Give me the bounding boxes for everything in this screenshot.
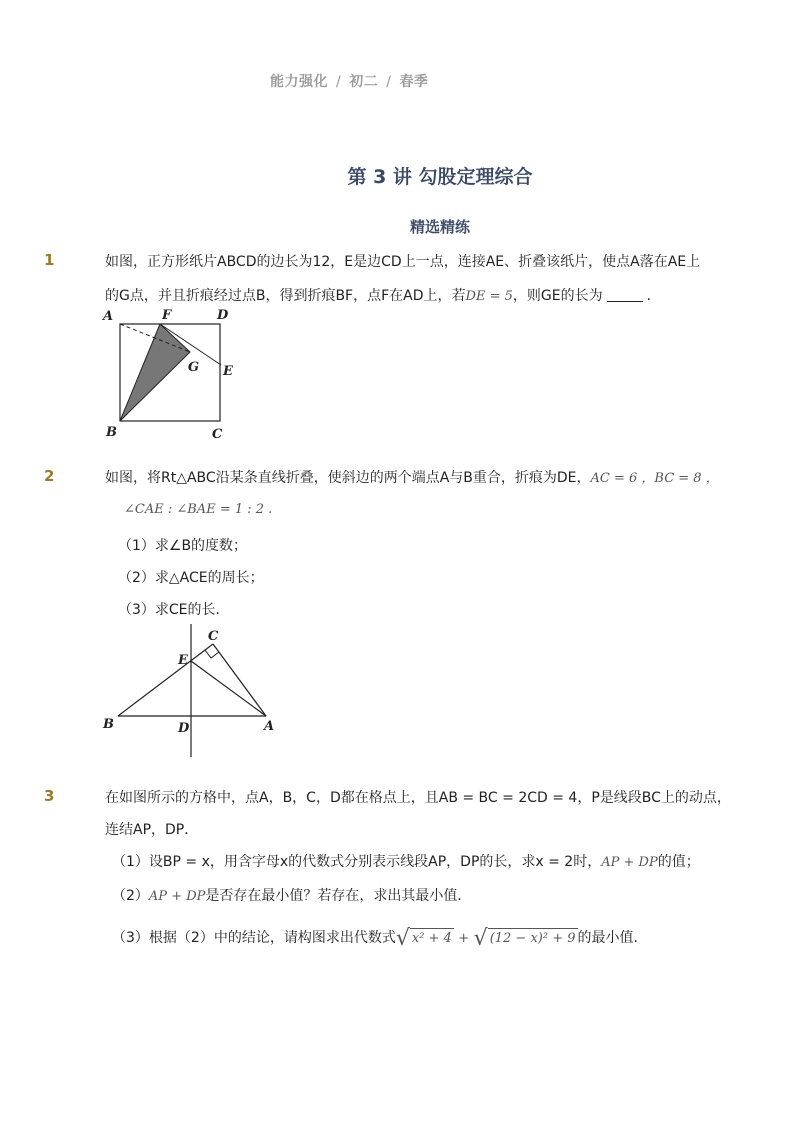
label-f: F xyxy=(162,308,172,323)
side-bc xyxy=(118,644,213,716)
label-d: D xyxy=(217,308,229,323)
q2-line1 xyxy=(105,467,719,487)
q3-sub3-text-b: 的最小值． xyxy=(577,930,648,946)
question-number-2: 2 xyxy=(44,467,55,485)
q3-sub3 xyxy=(112,926,648,951)
q3-sub2-text: 是否存在最小值？若存在，求出其最小值． xyxy=(205,888,472,904)
question-number-3: 3 xyxy=(44,787,55,805)
label-b: B xyxy=(106,425,117,440)
q3-sub2 xyxy=(112,885,471,905)
sqrt-1-radicand: x² + 4 xyxy=(410,928,454,946)
label-c: C xyxy=(212,427,223,442)
q3-sub1 xyxy=(112,851,700,871)
label-c: C xyxy=(208,629,219,644)
answer-blank xyxy=(607,301,643,302)
segment-ea xyxy=(191,661,266,716)
q1-line2-math: DE = 5 xyxy=(465,289,513,304)
q3-line1: 在如图所示的方格中，点A，B，C，D都在格点上，且AB = BC = 2CD = 4，P是线段BC上的动点， xyxy=(105,790,731,806)
q2-sub1: （1）求∠B的度数； xyxy=(118,538,248,554)
lesson-title: 第 3 讲 勾股定理综合 xyxy=(347,166,533,188)
label-a: A xyxy=(264,719,275,734)
label-g: G xyxy=(188,360,200,375)
q2-angle-ratio: ∠CAE : ∠BAE = 1 : 2 . xyxy=(124,502,273,517)
q2-line2 xyxy=(124,501,272,517)
label-d: D xyxy=(178,721,190,736)
header-part2: 初二 xyxy=(349,74,379,90)
q1-line1: 如图，正方形纸片ABCD的边长为12，E是边CD上一点，连接AE、折叠该纸片，使点A落在AE上 xyxy=(105,254,701,270)
q1-line2-text-c: ． xyxy=(646,288,661,304)
q2-sub3: （3）求CE的长． xyxy=(118,602,230,618)
shaded-triangle xyxy=(120,324,190,421)
q2-figure xyxy=(100,622,290,762)
q3-sub1-math: AP + DP xyxy=(601,855,658,870)
sqrt-expression-2: √ (12 − x)² + 9 xyxy=(473,926,576,951)
header-part3: 春季 xyxy=(399,74,429,90)
q3-sub2-math: AP + DP xyxy=(148,889,206,904)
q1-line2-text-a: 的G点，并且折痕经过点B，得到折痕BF，点F在AD上，若 xyxy=(105,288,466,304)
header-part1: 能力强化 xyxy=(270,74,328,90)
label-b: B xyxy=(103,717,114,732)
q3-sub1-text-b: 的值； xyxy=(657,854,700,870)
label-a: A xyxy=(103,309,114,324)
q3-sub3-text-a: （3）根据（2）中的结论，请构图求出代数式 xyxy=(112,930,396,946)
q2-line1-math: AC = 6 ，BC = 8 ， xyxy=(590,471,719,486)
section-subtitle: 精选精练 xyxy=(409,218,470,236)
q2-line1-text: 如图，将Rt△ABC沿某条直线折叠，使斜边的两个端点A与B重合，折痕为DE， xyxy=(105,470,591,486)
sqrt-2-radicand: (12 − x)² + 9 xyxy=(488,928,578,946)
q1-line2 xyxy=(105,285,661,305)
q1-figure xyxy=(100,305,250,450)
right-angle-mark xyxy=(205,650,219,658)
q2-sub2: （2）求△ACE的周长； xyxy=(118,570,264,586)
q3-sub2-prefix: （2） xyxy=(112,888,149,904)
label-e: E xyxy=(178,653,188,668)
label-e: E xyxy=(223,364,233,379)
side-ca xyxy=(213,644,266,716)
header-sep: / xyxy=(386,74,392,90)
q3-sub1-text-a: （1）设BP = x，用含字母x的代数式分别表示线段AP，DP的长，求x = 2时， xyxy=(112,854,602,870)
question-number-1: 1 xyxy=(44,251,55,269)
plus-sign: + xyxy=(458,931,470,946)
sqrt-expression-1: √ x² + 4 xyxy=(395,926,452,951)
page-header xyxy=(270,71,428,91)
q3-line2: 连结AP，DP． xyxy=(105,822,199,838)
q1-line2-text-b: ，则GE的长为 xyxy=(512,288,603,304)
header-sep: / xyxy=(336,74,342,90)
